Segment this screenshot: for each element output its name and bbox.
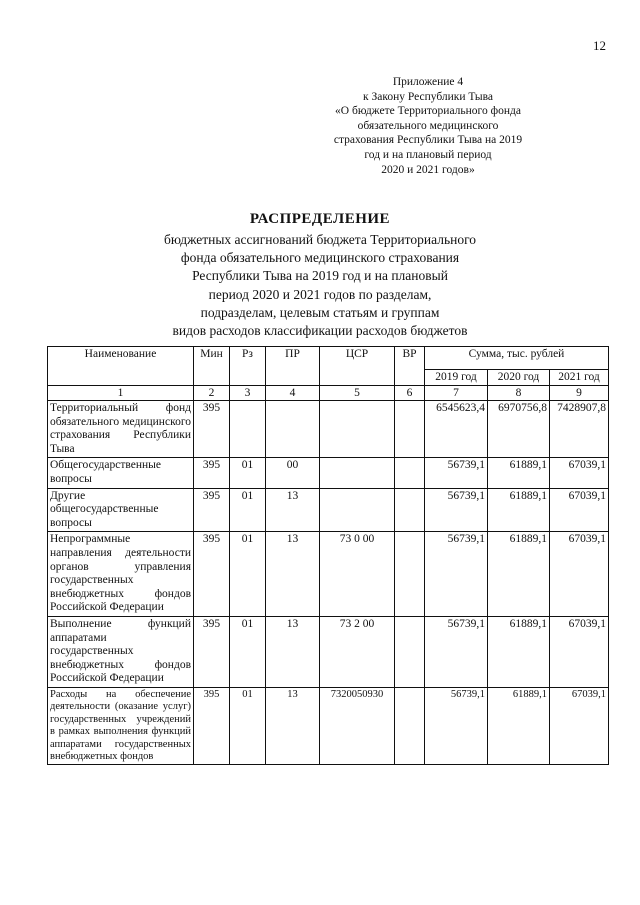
row-csr xyxy=(320,458,395,488)
row-csr: 7320050930 xyxy=(320,687,395,764)
row-vr xyxy=(395,616,425,687)
row-amount-2019: 56739,1 xyxy=(425,488,488,532)
row-amount-2019: 56739,1 xyxy=(425,532,488,617)
table-row xyxy=(48,488,609,532)
row-csr xyxy=(320,401,395,458)
row-pr: 13 xyxy=(266,532,320,617)
row-min: 395 xyxy=(194,532,230,617)
row-amount-2020: 61889,1 xyxy=(488,532,550,617)
row-pr: 13 xyxy=(266,488,320,532)
row-name: Другие общегосударственные вопросы xyxy=(48,488,194,532)
row-name: Территориальный фонд обязательного медицинского страхования Республики Тыва xyxy=(48,401,194,458)
column-number: 1 xyxy=(48,386,194,401)
row-pr: 13 xyxy=(266,616,320,687)
appendix-line: «О бюджете Территориального фонда xyxy=(335,105,521,118)
row-amount-2021: 67039,1 xyxy=(550,532,609,617)
row-name: Расходы на обеспечение деятельности (оказание услуг) государственных учреждений в рамках выполнения функций аппаратами государственных внебюджетных фондов xyxy=(48,687,194,764)
row-csr: 73 0 00 xyxy=(320,532,395,617)
document-title: РАСПРЕДЕЛЕНИЕ xyxy=(249,211,391,227)
row-vr xyxy=(395,488,425,532)
document-subtitle xyxy=(80,231,560,340)
table-row xyxy=(48,616,609,687)
row-amount-2020: 61889,1 xyxy=(488,488,550,532)
row-amount-2021: 67039,1 xyxy=(550,458,609,488)
table-row xyxy=(48,532,609,617)
table-row xyxy=(48,687,609,764)
header-rz: Рз xyxy=(230,347,266,386)
row-min: 395 xyxy=(194,616,230,687)
subtitle-line: фонда обязательного медицинского страхования xyxy=(180,250,460,266)
appendix-line: 2020 и 2021 годов» xyxy=(381,163,475,176)
appendix-line: страхования Республики Тыва на 2019 xyxy=(333,134,523,147)
row-amount-2020: 6970756,8 xyxy=(488,401,550,458)
subtitle-line: подразделам, целевым статьям и группам xyxy=(200,304,440,320)
header-name: Наименование xyxy=(48,347,194,386)
column-number: 8 xyxy=(488,386,550,401)
row-amount-2019: 56739,1 xyxy=(425,616,488,687)
row-min: 395 xyxy=(194,401,230,458)
header-csr: ЦСР xyxy=(320,347,395,386)
row-amount-2019: 6545623,4 xyxy=(425,401,488,458)
row-vr xyxy=(395,458,425,488)
row-rz: 01 xyxy=(230,687,266,764)
subtitle-line: период 2020 и 2021 годов по разделам, xyxy=(208,286,432,302)
row-amount-2021: 67039,1 xyxy=(550,488,609,532)
header-vr: ВР xyxy=(395,347,425,386)
column-number: 9 xyxy=(550,386,609,401)
row-name: Непрограммные направления деятельности органов управления государственных внебюджетных фондов Российской Федерации xyxy=(48,532,194,617)
appendix-reference xyxy=(300,75,556,177)
header-year-2019: 2019 год xyxy=(425,370,488,386)
column-number: 2 xyxy=(194,386,230,401)
row-amount-2020: 61889,1 xyxy=(488,687,550,764)
appendix-line: год и на плановый период xyxy=(364,148,492,161)
table-header-row xyxy=(48,347,609,370)
row-pr xyxy=(266,401,320,458)
page-number: 12 xyxy=(593,38,606,53)
row-amount-2020: 61889,1 xyxy=(488,616,550,687)
row-csr xyxy=(320,488,395,532)
table-row xyxy=(48,401,609,458)
row-name: Выполнение функций аппаратами государственных внебюджетных фондов Российской Федерации xyxy=(48,616,194,687)
header-year-2020: 2020 год xyxy=(488,370,550,386)
row-min: 395 xyxy=(194,687,230,764)
column-number: 3 xyxy=(230,386,266,401)
row-amount-2019: 56739,1 xyxy=(425,458,488,488)
row-pr: 13 xyxy=(266,687,320,764)
row-name: Общегосударственные вопросы xyxy=(48,458,194,488)
header-min: Мин xyxy=(194,347,230,386)
budget-table xyxy=(47,346,609,765)
appendix-line: обязательного медицинского xyxy=(357,119,499,132)
appendix-line: Приложение 4 xyxy=(392,76,464,88)
row-rz xyxy=(230,401,266,458)
table-row xyxy=(48,458,609,488)
row-min: 395 xyxy=(194,458,230,488)
subtitle-line: видов расходов классификации расходов бюджетов xyxy=(172,323,468,339)
header-pr: ПР xyxy=(266,347,320,386)
row-rz: 01 xyxy=(230,616,266,687)
row-amount-2019: 56739,1 xyxy=(425,687,488,764)
header-sum: Сумма, тыс. рублей xyxy=(425,347,609,370)
row-vr xyxy=(395,532,425,617)
row-vr xyxy=(395,687,425,764)
row-vr xyxy=(395,401,425,458)
column-number: 4 xyxy=(266,386,320,401)
row-rz: 01 xyxy=(230,488,266,532)
subtitle-line: Республики Тыва на 2019 год и на плановый xyxy=(192,268,448,284)
column-number: 6 xyxy=(395,386,425,401)
row-rz: 01 xyxy=(230,532,266,617)
header-year-2021: 2021 год xyxy=(550,370,609,386)
column-numbers-row xyxy=(48,386,609,401)
row-amount-2021: 67039,1 xyxy=(550,616,609,687)
row-pr: 00 xyxy=(266,458,320,488)
appendix-line: к Закону Республики Тыва xyxy=(363,90,493,103)
row-amount-2020: 61889,1 xyxy=(488,458,550,488)
subtitle-line: бюджетных ассигнований бюджета Территориального xyxy=(163,232,477,247)
row-csr: 73 2 00 xyxy=(320,616,395,687)
column-number: 5 xyxy=(320,386,395,401)
row-min: 395 xyxy=(194,488,230,532)
row-amount-2021: 67039,1 xyxy=(550,687,609,764)
column-number: 7 xyxy=(425,386,488,401)
row-amount-2021: 7428907,8 xyxy=(550,401,609,458)
row-rz: 01 xyxy=(230,458,266,488)
